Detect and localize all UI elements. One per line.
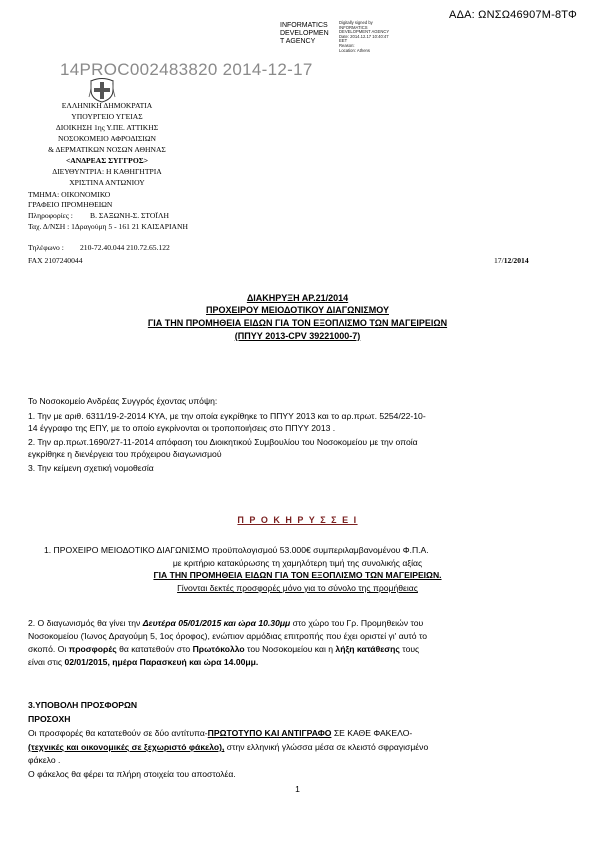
section1-criterion: με κριτήριο κατακύρωσης τη χαμηλότερη τιμή της συνολικής αξίας	[172, 558, 423, 568]
signature-org-line: T AGENCY	[280, 38, 316, 45]
section3-line	[28, 742, 428, 752]
section3-bold: (τεχνικές και οικονομικές σε ξεχωριστό φάκελο),	[28, 742, 225, 752]
section1-subject: ΓΙΑ ΤΗΝ ΠΡΟΜΗΘΕΙΑ ΕΙΔΩΝ ΓΙΑ ΤΟΝ ΕΞΟΠΛΙΣΜΟ ΤΩΝ ΜΑΓΕΙΡΕΙΩΝ.	[153, 570, 442, 580]
signature-detail-line: Digitally signed by	[339, 20, 373, 25]
section2-bold: προσφορές	[68, 644, 117, 654]
preamble-item: 3. Την κείμενη σχετική νομοθεσία	[28, 463, 154, 473]
section3-heading: 3.ΥΠΟΒΟΛΗ ΠΡΟΣΦΟΡΩΝ	[28, 700, 138, 710]
preamble-intro: Το Νοσοκομείο Ανδρέας Συγγρός έχοντας υπόψη:	[28, 396, 218, 406]
header-line: ΧΡΙΣΤΙΝΑ ΑΝΤΩΝΙΟΥ	[69, 178, 145, 187]
section3-text: Οι προσφορές θα κατατεθούν σε δύο αντίτυπα-	[28, 728, 208, 738]
section3-attention: ΠΡΟΣΟΧΗ	[28, 714, 71, 724]
preamble-item: εγκρίθηκε η διενέργεια του πρόχειρου διαγωνισμού	[28, 449, 222, 459]
section3-line: φάκελο .	[28, 755, 61, 765]
section2-text: σκοπό. Οι	[28, 644, 69, 654]
header-line: ΔΙΟΙΚΗΣΗ 1ης Υ.ΠΕ. ΑΤΤΙΚΗΣ	[55, 123, 159, 132]
ada-code: ΑΔΑ: ΩΝΣΩ46907Μ-8ΤΦ	[449, 9, 577, 21]
header-line: ΕΛΛΗΝΙΚΗ ΔΗΜΟΚΡΑΤΙΑ	[61, 101, 153, 110]
section2-line	[28, 618, 423, 628]
section2-line	[28, 657, 258, 667]
signature-detail-line: EET	[339, 38, 348, 44]
header-line: ΥΠΟΥΡΓΕΙΟ ΥΓΕΙΑΣ	[71, 112, 143, 121]
page-number: 1	[295, 784, 300, 794]
section2-text: τους	[399, 644, 420, 654]
document-date	[494, 256, 529, 265]
header-line: <ΑΝΔΡΕΑΣ ΣΥΓΓΡΟΣ>	[65, 156, 149, 165]
section2-text: 2. Ο διαγωνισμός θα γίνει την	[28, 618, 143, 628]
date-month-year: 12/2014	[503, 256, 529, 265]
section3-line	[28, 728, 412, 738]
section3-text: ΣΕ ΚΑΘΕ ΦΑΚΕΛΟ-	[331, 728, 413, 738]
preamble-item: 14 έγγραφο της ΕΠΥ, με το οποίο εγκρίνονται οι τροποποιήσεις στο ΠΠΥΥ 2013 .	[28, 423, 336, 433]
declaration-subject: ΓΙΑ ΤΗΝ ΠΡΟΜΗΘΕΙΑ ΕΙΔΩΝ ΓΙΑ ΤΟΝ ΕΞΟΠΛΙΣΜΟ ΤΩΝ ΜΑΓΕΙΡΕΙΩΝ	[147, 318, 448, 328]
signature-detail-line: INFORMATICS	[339, 24, 368, 30]
section1-line: 1. ΠΡΟΧΕΙΡΟ ΜΕΙΟΔΟΤΙΚΟ ΔΙΑΓΩΝΙΣΜΟ προϋπολογισμού 53.000€ συμπεριλαμβανομένου Φ.Π.Α.	[44, 545, 429, 555]
info-label: Πληροφορίες :	[28, 211, 73, 220]
signature-details	[339, 21, 389, 53]
section2-line	[28, 644, 419, 654]
department-line: ΤΜΗΜΑ: ΟΙΚΟΝΟΜΙΚΟ	[28, 190, 111, 199]
signature-organization	[280, 22, 329, 46]
signature-detail-line: Reason:	[339, 42, 355, 48]
section1-note: Γίνονται δεκτές προσφορές μόνο για το σύνολο της προμήθειας	[177, 583, 418, 593]
signature-detail-line: Location: Athens	[339, 47, 370, 53]
section2-text: θα κατατεθούν στο	[116, 644, 193, 654]
info-value: Β. ΣΑΞΩΝΗ-Σ. ΣΤΟΪΛΗ	[90, 211, 169, 220]
phone-label: Τηλέφωνο :	[28, 243, 64, 252]
header-line: & ΔΕΡΜΑΤΙΚΩΝ ΝΟΣΩΝ ΑΘΗΝΑΣ	[48, 145, 166, 154]
address-line: Ταχ. Δ/ΝΣΗ : 1Δραγούμη 5 - 161 21 ΚΑΙΣΑΡΙΑΝΗ	[28, 222, 188, 231]
signature-detail-line: Date: 2014.12.17 10:40:47	[339, 33, 389, 39]
greek-emblem-icon	[88, 77, 116, 103]
preamble-item: 2. Την αρ.πρωτ.1690/27-11-2014 απόφαση του Διοικητικού Συμβουλίου του Νοσοκομείου με την οποία	[28, 437, 418, 447]
proclaims-heading: Π Ρ Ο Κ Η Ρ Υ Σ Σ Ε Ι	[237, 515, 358, 525]
section2-bold: λήξη κατάθεσης	[335, 644, 400, 654]
header-line: ΔΙΕΥΘΥΝΤΡΙΑ: Η ΚΑΘΗΓΗΤΡΙΑ	[52, 167, 162, 176]
declaration-subtitle: ΠΡΟΧΕΙΡΟΥ ΜΕΙΟΔΟΤΙΚΟΥ ΔΙΑΓΩΝΙΣΜΟΥ	[205, 305, 389, 315]
signature-org-line: INFORMATICS	[280, 22, 328, 29]
section3-bold: ΠΡΩΤΟΤΥΠΟ ΚΑΙ ΑΝΤΙΓΡΑΦΟ	[207, 728, 332, 738]
signature-org-line: DEVELOPMEN	[280, 30, 329, 37]
section2-text: είναι στις	[28, 657, 65, 667]
section2-text: του Νοσοκομείου και η	[244, 644, 336, 654]
protocol-number: 14PROC002483820 2014-12-17	[60, 60, 313, 79]
phone-value: 210-72.40.044 210.72.65.122	[80, 243, 170, 252]
section3-text: στην ελληνική γλώσσα μέσα σε κλειστό σφραγισμένο	[224, 742, 429, 752]
fax-line: FAX 2107240044	[28, 256, 83, 265]
section2-line: Νοσοκομείου (Ίωνος Δραγούμη 5, 1ος όροφος), ενώπιον αρμόδιας επιτροπής που έχει οριστεί γι' αυτό το	[28, 631, 428, 641]
section2-text: στο χώρο του Γρ. Προμηθειών του	[290, 618, 424, 628]
declaration-title: ΔΙΑΚΗΡΥΞΗ ΑΡ.21/2014	[246, 293, 349, 303]
header-line: ΝΟΣΟΚΟΜΕΙΟ ΑΦΡΟΔΙΣΙΩΝ	[58, 134, 156, 143]
date-prefix: 17/	[494, 256, 504, 265]
declaration-cpv: (ΠΠΥΥ 2013-CPV 39221000-7)	[234, 331, 361, 341]
section2-date: Δευτέρα 05/01/2015 και ώρα 10.30μμ	[142, 618, 291, 628]
section2-deadline: 02/01/2015, ημέρα Παρασκευή και ώρα 14.00μμ.	[64, 657, 259, 667]
signature-detail-line: DEVELOPMENT AGENCY	[339, 29, 390, 35]
department-line: ΓΡΑΦΕΙΟ ΠΡΟΜΗΘΕΙΩΝ	[28, 200, 113, 209]
preamble-item: 1. Την με αριθ. 6311/19-2-2014 ΚΥΑ, με την οποία εγκρίθηκε το ΠΠΥΥ 2013 και το αρ.πρωτ. 5254/22-10-	[28, 411, 426, 421]
section3-line: Ο φάκελος θα φέρει τα πλήρη στοιχεία του αποστολέα.	[28, 769, 236, 779]
section2-bold: Πρωτόκολλο	[192, 644, 245, 654]
